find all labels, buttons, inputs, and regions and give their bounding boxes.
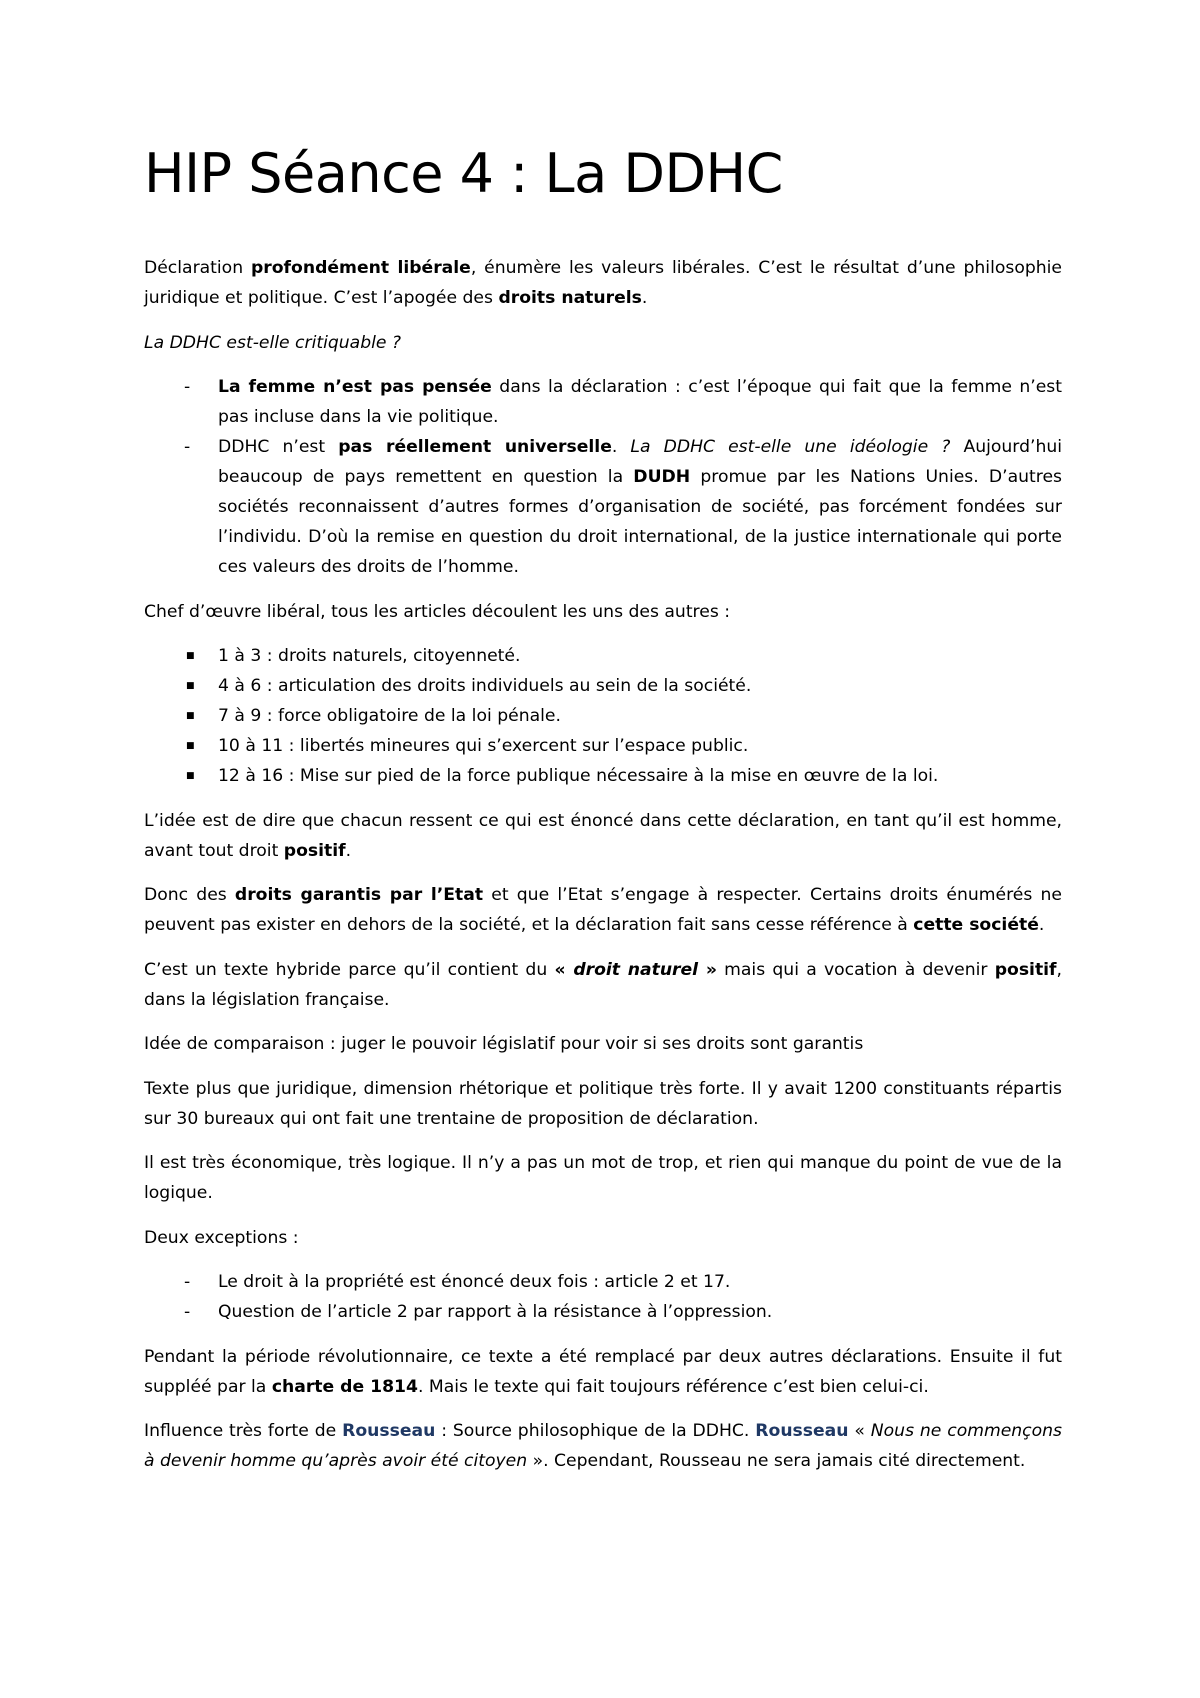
square-bullet-icon: ■: [186, 741, 195, 751]
square-bullet-icon: ■: [186, 771, 195, 781]
texte-paragraph: Texte plus que juridique, dimension rhétorique et politique très forte. Il y avait 1200 constituants répartis sur 30 bureaux qui ont fait une trentaine de proposition de déclaration.: [144, 1078, 1062, 1129]
list-item: ■ 10 à 11 : libertés mineures qui s’exercent sur l’espace public.: [144, 731, 1062, 761]
page-title: HIP Séance 4 : La DDHC: [144, 142, 783, 205]
dash-marker: -: [184, 437, 191, 457]
list-item: ■ 12 à 16 : Mise sur pied de la force publique nécessaire à la mise en œuvre de la loi.: [144, 761, 1062, 791]
list-item: - DDHC n’est pas réellement universelle. La DDHC est-elle une idéologie ? Aujourd’hui beaucoup de pays remettent en question la DUDH promue par les Nations Unies. D’autres sociétés reconnaissent d’autres formes d’organisation de société, pas forcément fondées sur l’individu. D’où la remise en question du droit international, de la justice internationale qui porte ces valeurs des droits de l’homme.: [144, 432, 1062, 582]
square-bullet-icon: ■: [186, 681, 195, 691]
periode-paragraph: Pendant la période révolutionnaire, ce texte a été remplacé par deux autres déclarations. Ensuite il fut suppléé par la charte de 1814. Mais le texte qui fait toujours référence c’est bien celui-ci.: [144, 1346, 1062, 1397]
comparaison-paragraph: Idée de comparaison : juger le pouvoir législatif pour voir si ses droits sont garantis: [144, 1034, 864, 1054]
square-bullet-icon: ■: [186, 651, 195, 661]
square-bullet-icon: ■: [186, 711, 195, 721]
influence-paragraph: Influence très forte de Rousseau : Source philosophique de la DDHC. Rousseau « Nous ne commençons à devenir homme qu’après avoir été citoyen ». Cependant, Rousseau ne sera jamais cité directement.: [144, 1421, 1062, 1471]
chef-paragraph: Chef d’œuvre libéral, tous les articles découlent les uns des autres :: [144, 601, 731, 622]
exceptions-list: [144, 1267, 1062, 1327]
dash-marker: -: [184, 1302, 191, 1322]
dash-marker: -: [184, 1272, 191, 1292]
critiques-list: [144, 372, 1062, 582]
economique-paragraph: Il est très économique, très logique. Il n’y a pas un mot de trop, et rien qui manque du point de vue de la logique.: [144, 1153, 1062, 1203]
list-item: - Question de l’article 2 par rapport à la résistance à l’oppression.: [144, 1297, 1062, 1327]
rousseau-name: Rousseau: [342, 1421, 436, 1441]
dash-marker: -: [184, 377, 191, 397]
list-item: ■ 1 à 3 : droits naturels, citoyenneté.: [144, 641, 1062, 671]
donc-paragraph: Donc des droits garantis par l’Etat et que l’Etat s’engage à respecter. Certains droits énumérés ne peuvent pas exister en dehors de la société, et la déclaration fait sans cesse référence à cette société.: [144, 885, 1062, 935]
list-item: - Le droit à la propriété est énoncé deux fois : article 2 et 17.: [144, 1267, 1062, 1297]
hybride-paragraph: C’est un texte hybride parce qu’il contient du « droit naturel » mais qui a vocation à devenir positif, dans la législation française.: [144, 959, 1063, 1010]
deux-exceptions-paragraph: Deux exceptions :: [144, 1227, 299, 1248]
list-item: - La femme n’est pas pensée dans la déclaration : c’est l’époque qui fait que la femme n’est pas incluse dans la vie politique.: [144, 372, 1062, 432]
idee-paragraph: L’idée est de dire que chacun ressent ce qui est énoncé dans cette déclaration, en tant qu’il est homme, avant tout droit positif.: [144, 810, 1062, 861]
question-paragraph: La DDHC est-elle critiquable ?: [144, 332, 402, 353]
rousseau-name: Rousseau: [755, 1421, 849, 1441]
list-item: ■ 7 à 9 : force obligatoire de la loi pénale.: [144, 701, 1062, 731]
articles-list: [144, 641, 1062, 791]
document-body: [144, 253, 1062, 1491]
list-item: ■ 4 à 6 : articulation des droits individuels au sein de la société.: [144, 671, 1062, 701]
intro-paragraph: Déclaration profondément libérale, énumère les valeurs libérales. C’est le résultat d’une philosophie juridique et politique. C’est l’apogée des droits naturels.: [144, 258, 1063, 308]
